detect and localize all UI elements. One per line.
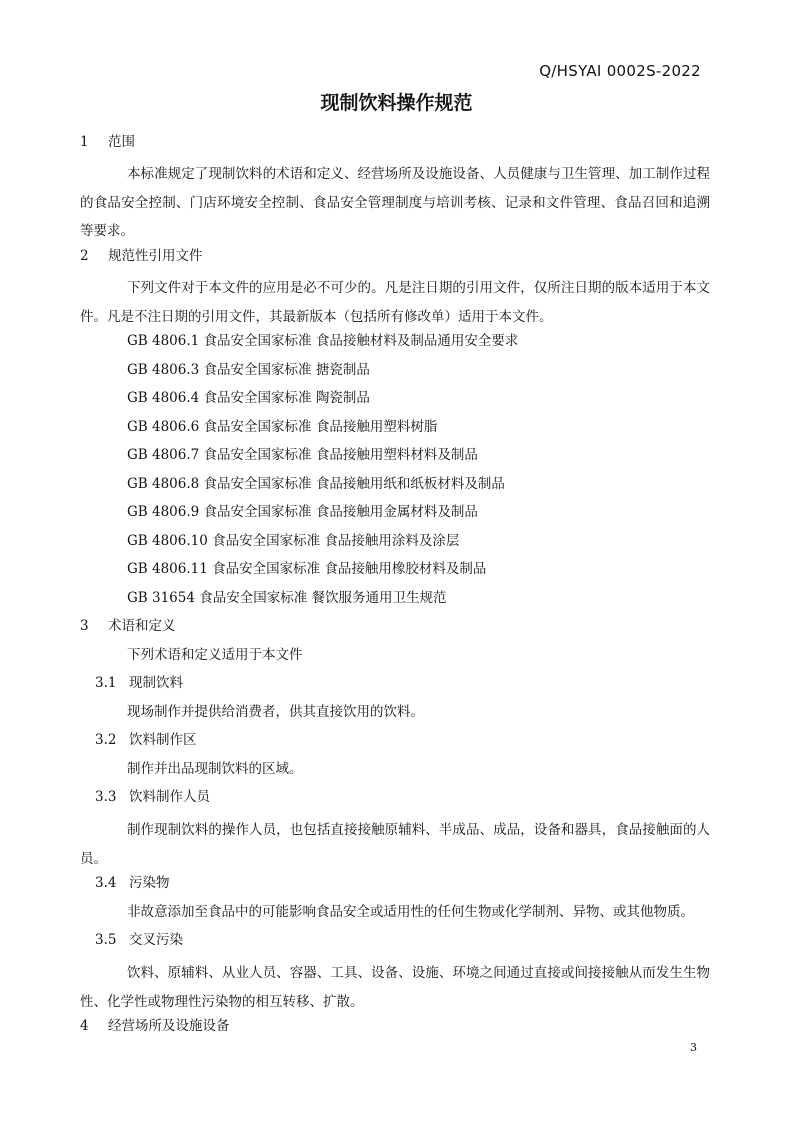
term-definition: 制作现制饮料的操作人员，也包括直接接触原辅料、半成品、成品，设备和器具，食品接触面的人员。 <box>80 822 710 867</box>
terms-intro: 下列术语和定义适用于本文件 <box>127 647 303 663</box>
section-title: 规范性引用文件 <box>108 248 203 264</box>
reference-item: GB 4806.8 食品安全国家标准 食品接触用纸和纸板材料及制品 <box>127 476 505 492</box>
term-definition: 现场制作并提供给消费者，供其直接饮用的饮料。 <box>127 704 424 720</box>
section-4-heading <box>80 1016 230 1036</box>
section-title: 术语和定义 <box>108 618 176 634</box>
term-title: 交叉污染 <box>129 932 183 948</box>
term-heading <box>95 873 170 893</box>
term-number: 3.3 <box>95 789 117 805</box>
section-2-heading <box>80 246 203 266</box>
section-number: 1 <box>80 134 89 150</box>
term-heading <box>95 730 197 750</box>
term-heading <box>95 787 210 807</box>
scope-paragraph: 本标准规定了现制饮料的术语和定义、经营场所及设施设备、人员健康与卫生管理、加工制作过程的食品安全控制、门店环境安全控制、食品安全管理制度与培训考核、记录和文件管理、食品召回和追溯等要求。 <box>80 166 710 239</box>
section-3-heading <box>80 616 176 636</box>
section-title: 范围 <box>108 134 135 150</box>
term-title: 饮料制作区 <box>129 732 197 748</box>
reference-item: GB 4806.4 食品安全国家标准 陶瓷制品 <box>127 390 370 406</box>
term-number: 3.4 <box>95 875 117 891</box>
reference-item: GB 31654 食品安全国家标准 餐饮服务通用卫生规范 <box>127 590 447 606</box>
section-number: 2 <box>80 248 89 264</box>
section-title: 经营场所及设施设备 <box>108 1018 230 1034</box>
standard-code: Q/HSYAI 0002S-2022 <box>539 62 701 80</box>
term-number: 3.5 <box>95 932 117 948</box>
section-number: 3 <box>80 618 89 634</box>
term-definition: 饮料、原辅料、从业人员、容器、工具、设备、设施、环境之间通过直接或间接接触从而发生生物性、化学性或物理性污染物的相互转移、扩散。 <box>80 965 710 1010</box>
section-number: 4 <box>80 1018 89 1034</box>
reference-item: GB 4806.11 食品安全国家标准 食品接触用橡胶材料及制品 <box>127 561 487 577</box>
normative-references-paragraph: 下列文件对于本文件的应用是必不可少的。凡是注日期的引用文件，仅所注日期的版本适用于本文件。凡是不注日期的引用文件，其最新版本（包括所有修改单）适用于本文件。 <box>80 280 710 325</box>
term-heading <box>95 673 183 693</box>
term-title: 饮料制作人员 <box>129 789 210 805</box>
reference-item: GB 4806.3 食品安全国家标准 搪瓷制品 <box>127 362 370 378</box>
term-number: 3.1 <box>95 675 117 691</box>
section-1-heading <box>80 132 135 152</box>
term-number: 3.2 <box>95 732 117 748</box>
term-heading <box>95 930 183 950</box>
reference-item: GB 4806.6 食品安全国家标准 食品接触用塑料树脂 <box>127 419 438 435</box>
reference-item: GB 4806.10 食品安全国家标准 食品接触用涂料及涂层 <box>127 533 460 549</box>
term-definition: 非故意添加至食品中的可能影响食品安全或适用性的任何生物或化学制剂、异物、或其他物质。 <box>127 904 694 920</box>
term-title: 现制饮料 <box>129 675 183 691</box>
term-title: 污染物 <box>129 875 170 891</box>
reference-item: GB 4806.9 食品安全国家标准 食品接触用金属材料及制品 <box>127 504 478 520</box>
page-number: 3 <box>690 1041 697 1054</box>
document-title: 现制饮料操作规范 <box>320 92 473 114</box>
reference-item: GB 4806.7 食品安全国家标准 食品接触用塑料材料及制品 <box>127 447 478 463</box>
term-definition: 制作并出品现制饮料的区域。 <box>127 761 303 777</box>
reference-item: GB 4806.1 食品安全国家标准 食品接触材料及制品通用安全要求 <box>127 333 519 349</box>
